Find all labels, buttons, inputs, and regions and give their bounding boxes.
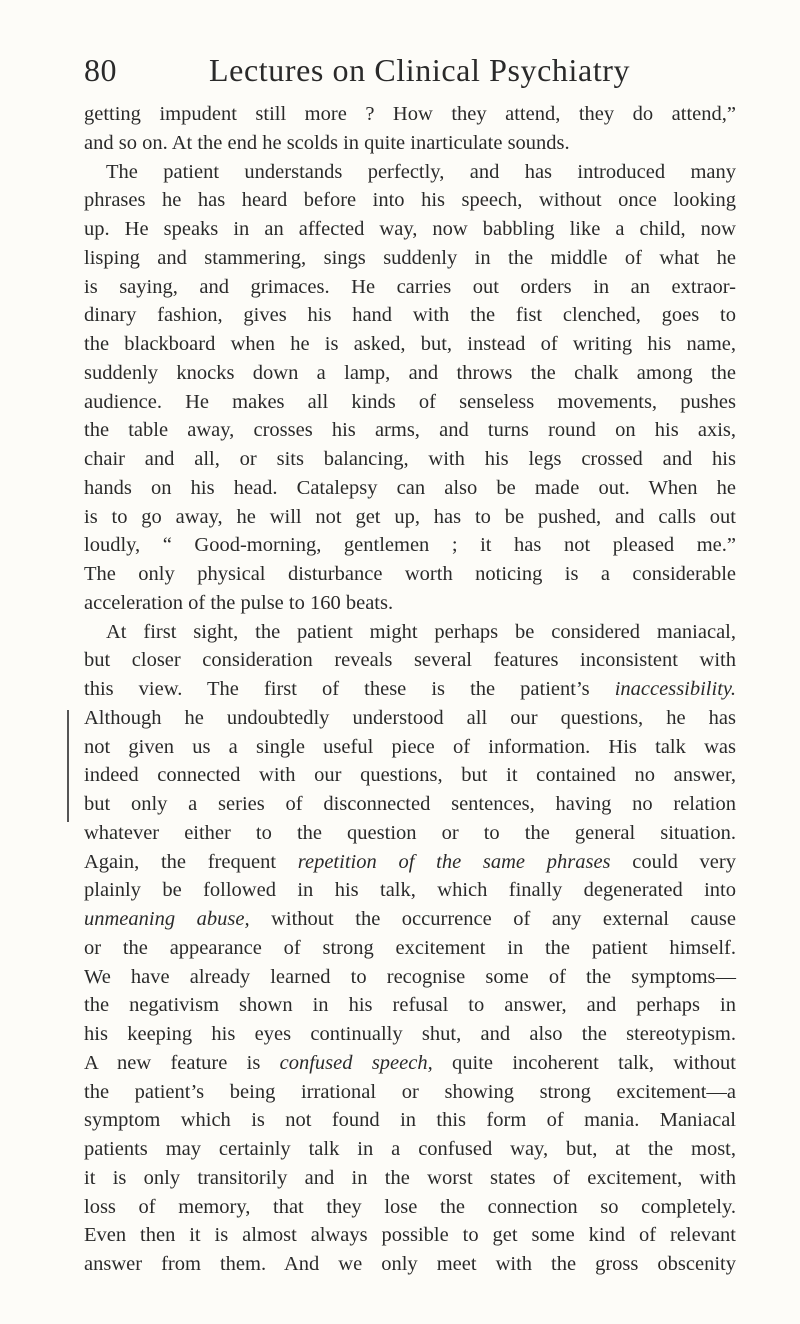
running-header [84,52,724,96]
text-line: acceleration of the pulse to 160 beats. [84,591,394,614]
text-line: this view. The first of these is the patient’s inaccessibility. [84,678,736,700]
text-line: indeed connected with our questions, but it contained no answer, [84,764,736,787]
text-line: chair and all, or sits balancing, with his legs crossed and his [84,448,736,470]
text-line: the negativism shown in his refusal to answer, and perhaps in [84,994,736,1017]
text-line: or the appearance of strong excitement in the patient himself. [84,936,736,959]
text-line: not given us a single useful piece of information. His talk was [84,735,736,758]
text-line: Again, the frequent repetition of the same phrases could very [84,850,736,873]
text-line: unmeaning abuse, without the occurrence of any external cause [84,908,736,930]
text-line: patients may certainly talk in a confused way, but, at the most, [84,1138,736,1160]
text-line: lisping and stammering, sings suddenly in the middle of what he [84,246,736,269]
italic-phrase: unmeaning abuse, [84,908,250,930]
text-line: The patient understands perfectly, and has introduced many [106,160,736,183]
text-line: hands on his head. Catalepsy can also be made out. When he [84,476,736,499]
text-line: audience. He makes all kinds of senseless movements, pushes [84,390,736,413]
text-line: Although he undoubtedly understood all our questions, he has [84,706,736,729]
margin-mark [67,710,69,822]
text-line: loudly, “ Good-morning, gentlemen ; it has not pleased me.” [84,534,736,557]
page-number: 80 [84,52,117,88]
text-line: loss of memory, that they lose the connection so completely. [84,1195,736,1218]
text-line: answer from them. And we only meet with the gross obscenity [84,1253,736,1275]
text-line: symptom which is not found in this form of mania. Maniacal [84,1109,736,1132]
text-line: the blackboard when he is asked, but, instead of writing his name, [84,333,736,355]
text-line: the table away, crosses his arms, and turns round on his axis, [84,419,736,442]
text-line: Even then it is almost always possible to get some kind of relevant [84,1224,736,1247]
text-line: is to go away, he will not get up, has to be pushed, and calls out [84,505,736,528]
text-line: whatever either to the question or to the general situation. [84,821,736,844]
text-line: We have already learned to recognise some of the symptoms— [84,965,736,988]
text-line: A new feature is confused speech, quite incoherent talk, without [84,1051,736,1074]
text-line: suddenly knocks down a lamp, and throws the chalk among the [84,361,736,384]
running-head-title: Lectures on Clinical Psychiatry [209,52,631,88]
text-line: phrases he has heard before into his speech, without once looking [84,189,736,212]
text-line: At first sight, the patient might perhaps be considered maniacal, [106,620,736,643]
text-line: it is only transitorily and in the worst states of excitement, with [84,1166,736,1189]
text-line: dinary fashion, gives his hand with the fist clenched, goes to [84,304,736,327]
text-line: and so on. At the end he scolds in quite inarticulate sounds. [84,131,570,154]
body-text [84,100,736,1279]
text-line: plainly be followed in his talk, which finally degenerated into [84,879,736,902]
text-line: but closer consideration reveals several features inconsistent with [84,649,736,672]
italic-phrase: confused speech, [279,1051,433,1074]
text-line: getting impudent still more ? How they attend, they do attend,” [84,103,736,125]
text-line: but only a series of disconnected sentences, having no relation [84,793,736,815]
italic-phrase: inaccessibility. [614,678,736,700]
text-line: up. He speaks in an affected way, now babbling like a child, now [84,218,736,240]
italic-phrase: repetition of the same phrases [297,850,611,873]
text-line: the patient’s being irrational or showing strong excitement—a [84,1080,736,1103]
text-line: his keeping his eyes continually shut, and also the stereotypism. [84,1023,736,1045]
text-line: The only physical disturbance worth noticing is a considerable [84,563,736,585]
text-line: is saying, and grimaces. He carries out orders in an extraor- [84,275,736,298]
